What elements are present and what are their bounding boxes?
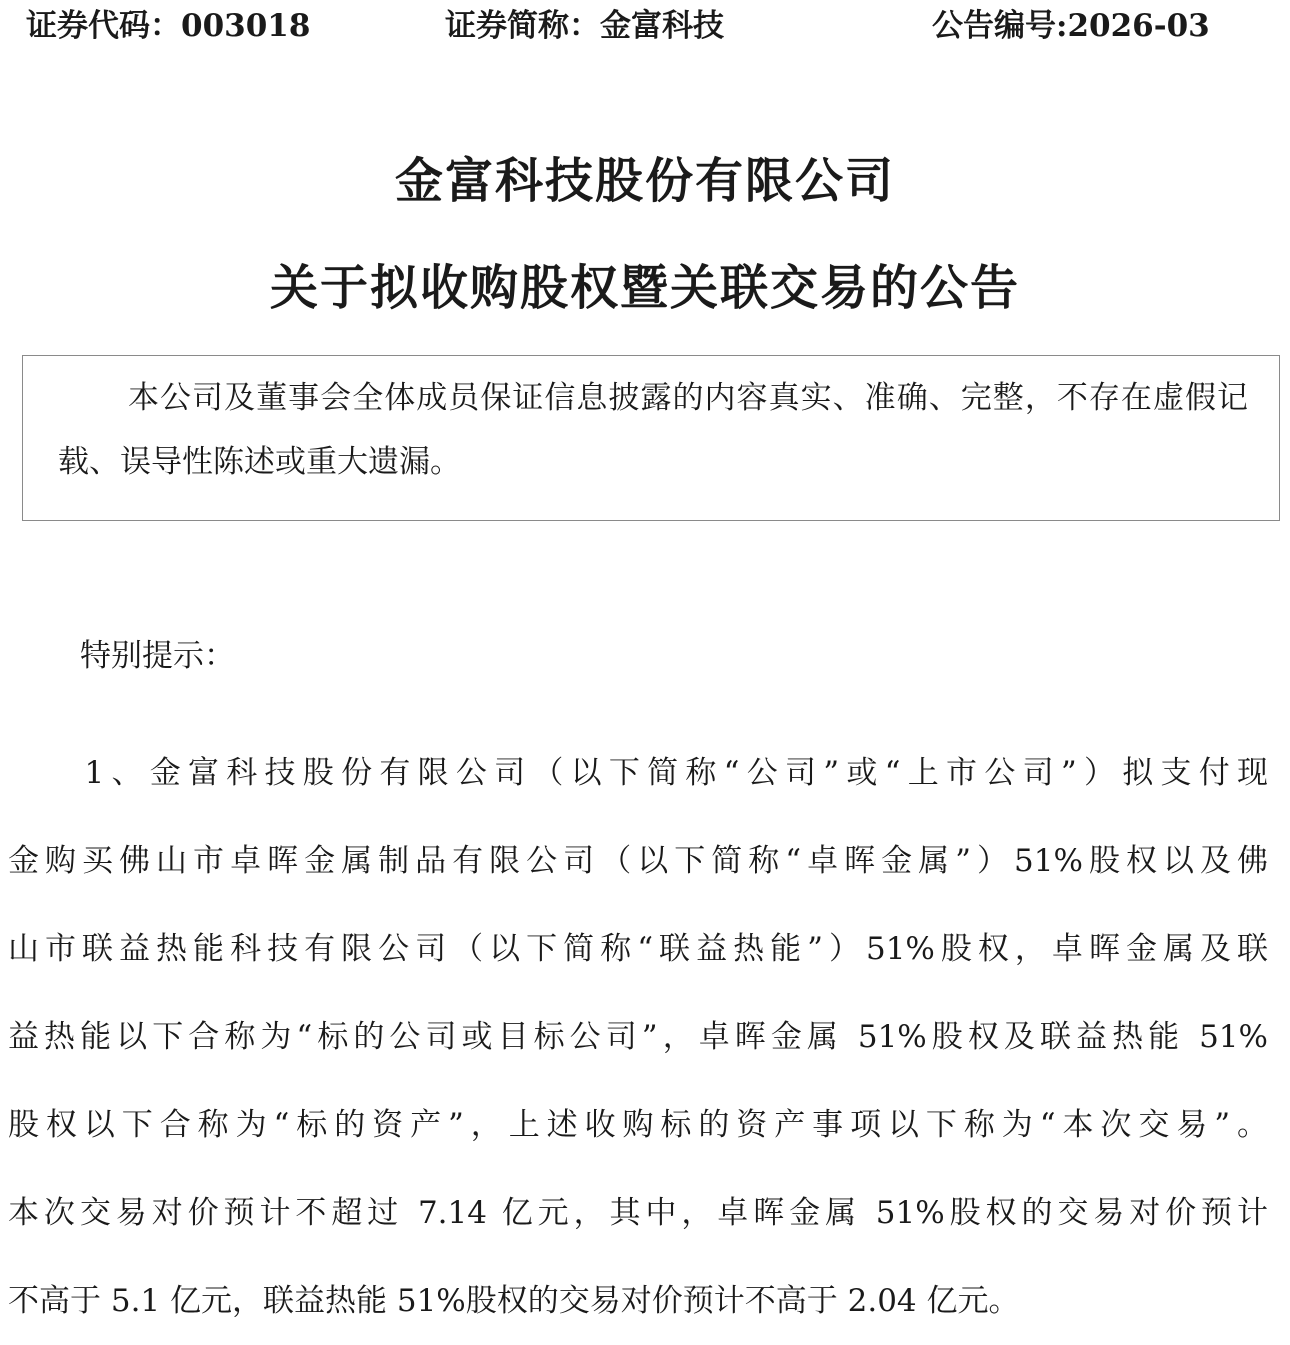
body-line: 本次交易对价预计不超过 7.14 亿元，其中，卓晖金属 51%股权的交易对价预计 xyxy=(8,1195,1268,1231)
body-line: 山市联益热能科技有限公司（以下简称“联益热能”）51%股权，卓晖金属及联 xyxy=(8,931,1268,967)
special-notice-label: 特别提示： xyxy=(80,638,235,674)
company-title: 金富科技股份有限公司 xyxy=(394,153,895,209)
body-line: 股权以下合称为“标的资产”，上述收购标的资产事项以下称为“本次交易”。 xyxy=(8,1107,1268,1143)
stock-abbreviation: 证券简称：金富科技 xyxy=(445,8,724,44)
declaration-box xyxy=(22,355,1280,521)
body-line: 不高于 5.1 亿元，联益热能 51%股权的交易对价预计不高于 2.04 亿元。 xyxy=(8,1283,1020,1319)
body-line: 益热能以下合称为“标的公司或目标公司”，卓晖金属 51%股权及联益热能 51% xyxy=(8,1019,1268,1055)
declaration-text: 本公司及董事会全体成员保证信息披露的内容真实、准确、完整，不存在虚假记载、误导性陈述或重大遗漏。 xyxy=(58,380,1248,480)
body-line: 1、金富科技股份有限公司（以下简称“公司”或“上市公司”）拟支付现 xyxy=(8,755,1268,791)
announcement-number: 公告编号:2026-03 xyxy=(932,8,1210,44)
announcement-title: 关于拟收购股权暨关联交易的公告 xyxy=(269,260,1020,316)
body-line: 金购买佛山市卓晖金属制品有限公司（以下简称“卓晖金属”）51%股权以及佛 xyxy=(8,843,1268,879)
stock-code: 证券代码：003018 xyxy=(26,8,311,44)
